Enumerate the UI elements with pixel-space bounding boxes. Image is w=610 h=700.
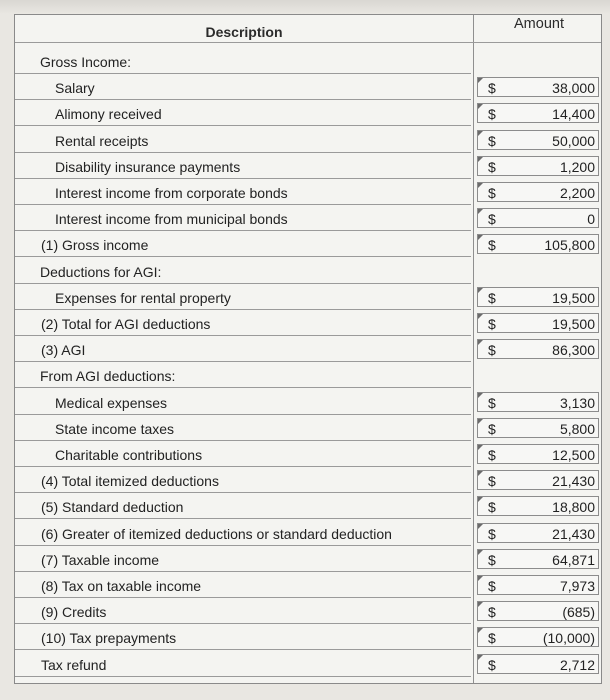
amount-value: 50,000 bbox=[552, 133, 595, 149]
table-row bbox=[15, 75, 603, 101]
row-divider bbox=[15, 492, 471, 493]
amount-value: 3,130 bbox=[559, 395, 595, 411]
table-row bbox=[15, 154, 603, 180]
table-row bbox=[15, 285, 603, 311]
table-row bbox=[15, 128, 603, 154]
table-row bbox=[15, 625, 603, 651]
row-label: Medical expenses bbox=[55, 395, 168, 411]
header-divider bbox=[15, 42, 601, 43]
table-row bbox=[15, 652, 603, 678]
table-row bbox=[15, 573, 603, 599]
row-label: (5) Standard deduction bbox=[41, 499, 184, 515]
row-label: (3) AGI bbox=[41, 342, 86, 358]
field-marker-icon bbox=[478, 576, 483, 581]
dollar-sign: $ bbox=[488, 80, 496, 96]
row-divider bbox=[15, 309, 471, 310]
row-divider bbox=[15, 571, 471, 572]
field-marker-icon bbox=[478, 550, 483, 555]
field-marker-icon bbox=[478, 78, 483, 83]
row-divider bbox=[15, 283, 471, 284]
dollar-sign: $ bbox=[488, 630, 496, 646]
amount-value: 0 bbox=[587, 211, 595, 227]
amount-value: 1,200 bbox=[559, 159, 595, 175]
amount-value: 21,430 bbox=[552, 473, 595, 489]
row-divider bbox=[15, 597, 471, 598]
table-row bbox=[15, 468, 603, 494]
field-marker-icon bbox=[478, 393, 483, 398]
row-label: Rental receipts bbox=[55, 133, 149, 149]
field-marker-icon bbox=[478, 314, 483, 319]
amount-value: 38,000 bbox=[552, 80, 595, 96]
row-label: Expenses for rental property bbox=[55, 290, 231, 306]
amount-value: 21,430 bbox=[552, 526, 595, 542]
row-divider bbox=[15, 230, 471, 231]
amount-value: (10,000) bbox=[542, 630, 595, 646]
table-row bbox=[15, 390, 603, 416]
amount-header: Amount bbox=[514, 16, 564, 32]
amount-value: 5,800 bbox=[559, 421, 595, 437]
dollar-sign: $ bbox=[488, 421, 496, 437]
row-label: From AGI deductions: bbox=[40, 368, 176, 384]
dollar-sign: $ bbox=[488, 552, 496, 568]
table-row bbox=[15, 416, 603, 442]
table-row bbox=[15, 521, 603, 547]
amount-value: (685) bbox=[562, 604, 595, 620]
field-marker-icon bbox=[478, 655, 483, 660]
row-label: (6) Greater of itemized deductions or standard deduction bbox=[41, 526, 392, 542]
table-row bbox=[15, 180, 603, 206]
row-label: Charitable contributions bbox=[55, 447, 203, 463]
row-label: Tax refund bbox=[41, 657, 107, 673]
table-row bbox=[15, 599, 603, 625]
field-marker-icon bbox=[478, 131, 483, 136]
dollar-sign: $ bbox=[488, 499, 496, 515]
field-marker-icon bbox=[478, 183, 483, 188]
field-marker-icon bbox=[478, 235, 483, 240]
row-divider bbox=[15, 152, 471, 153]
field-marker-icon bbox=[478, 524, 483, 529]
amount-value: 2,712 bbox=[559, 657, 595, 673]
row-label: (8) Tax on taxable income bbox=[41, 578, 202, 594]
dollar-sign: $ bbox=[488, 133, 496, 149]
amount-value: 7,973 bbox=[559, 578, 595, 594]
row-label: (9) Credits bbox=[41, 604, 107, 620]
row-label: Interest income from corporate bonds bbox=[55, 185, 288, 201]
row-divider bbox=[15, 125, 471, 126]
amount-value: 19,500 bbox=[552, 316, 595, 332]
table-row bbox=[15, 49, 603, 75]
row-divider bbox=[15, 387, 471, 388]
row-divider bbox=[15, 676, 471, 677]
row-label: (7) Taxable income bbox=[41, 552, 160, 568]
row-divider bbox=[15, 518, 471, 519]
dollar-sign: $ bbox=[488, 237, 496, 253]
row-label: Gross Income: bbox=[40, 54, 132, 70]
table-row bbox=[15, 363, 603, 389]
row-divider bbox=[15, 466, 471, 467]
table-row bbox=[15, 311, 603, 337]
row-label: (10) Tax prepayments bbox=[41, 630, 177, 646]
dollar-sign: $ bbox=[488, 657, 496, 673]
field-marker-icon bbox=[478, 157, 483, 162]
row-divider bbox=[15, 73, 471, 74]
description-header: Description bbox=[205, 24, 283, 40]
row-divider bbox=[15, 256, 471, 257]
amount-value: 86,300 bbox=[552, 342, 595, 358]
amount-value: 2,200 bbox=[559, 185, 595, 201]
table-row bbox=[15, 337, 603, 363]
amount-value: 18,800 bbox=[552, 499, 595, 515]
dollar-sign: $ bbox=[488, 604, 496, 620]
dollar-sign: $ bbox=[488, 185, 496, 201]
table-row bbox=[15, 232, 603, 258]
row-label: Alimony received bbox=[55, 106, 162, 122]
row-label: (1) Gross income bbox=[41, 237, 149, 253]
row-label: Interest income from municipal bonds bbox=[55, 211, 288, 227]
row-divider bbox=[15, 361, 471, 362]
dollar-sign: $ bbox=[488, 473, 496, 489]
table-row bbox=[15, 101, 603, 127]
field-marker-icon bbox=[478, 445, 483, 450]
dollar-sign: $ bbox=[488, 395, 496, 411]
amount-value: 64,871 bbox=[552, 552, 595, 568]
dollar-sign: $ bbox=[488, 159, 496, 175]
table-row bbox=[15, 494, 603, 520]
amount-value: 14,400 bbox=[552, 106, 595, 122]
row-divider bbox=[15, 99, 471, 100]
table-row bbox=[15, 547, 603, 573]
row-divider bbox=[15, 178, 471, 179]
field-marker-icon bbox=[478, 209, 483, 214]
row-divider bbox=[15, 440, 471, 441]
row-divider bbox=[15, 414, 471, 415]
row-divider bbox=[15, 649, 471, 650]
table-row bbox=[15, 442, 603, 468]
dollar-sign: $ bbox=[488, 106, 496, 122]
field-marker-icon bbox=[478, 497, 483, 502]
field-marker-icon bbox=[478, 104, 483, 109]
amount-value: 105,800 bbox=[544, 237, 595, 253]
row-divider bbox=[15, 204, 471, 205]
row-divider bbox=[15, 623, 471, 624]
top-edge bbox=[0, 0, 610, 14]
row-divider bbox=[15, 545, 471, 546]
amount-value: 19,500 bbox=[552, 290, 595, 306]
table-row bbox=[15, 259, 603, 285]
dollar-sign: $ bbox=[488, 211, 496, 227]
dollar-sign: $ bbox=[488, 447, 496, 463]
row-label: (4) Total itemized deductions bbox=[41, 473, 219, 489]
dollar-sign: $ bbox=[488, 578, 496, 594]
row-divider bbox=[15, 335, 471, 336]
dollar-sign: $ bbox=[488, 316, 496, 332]
row-label: Salary bbox=[55, 80, 95, 96]
field-marker-icon bbox=[478, 288, 483, 293]
table-row bbox=[15, 206, 603, 232]
row-label: State income taxes bbox=[55, 421, 175, 437]
row-label: Deductions for AGI: bbox=[40, 264, 162, 280]
dollar-sign: $ bbox=[488, 290, 496, 306]
row-label: (2) Total for AGI deductions bbox=[41, 316, 211, 332]
amount-value: 12,500 bbox=[552, 447, 595, 463]
tax-worksheet-table bbox=[14, 14, 602, 684]
row-label: Disability insurance payments bbox=[55, 159, 241, 175]
field-marker-icon bbox=[478, 628, 483, 633]
dollar-sign: $ bbox=[488, 342, 496, 358]
field-marker-icon bbox=[478, 471, 483, 476]
field-marker-icon bbox=[478, 340, 483, 345]
dollar-sign: $ bbox=[488, 526, 496, 542]
field-marker-icon bbox=[478, 602, 483, 607]
field-marker-icon bbox=[478, 419, 483, 424]
